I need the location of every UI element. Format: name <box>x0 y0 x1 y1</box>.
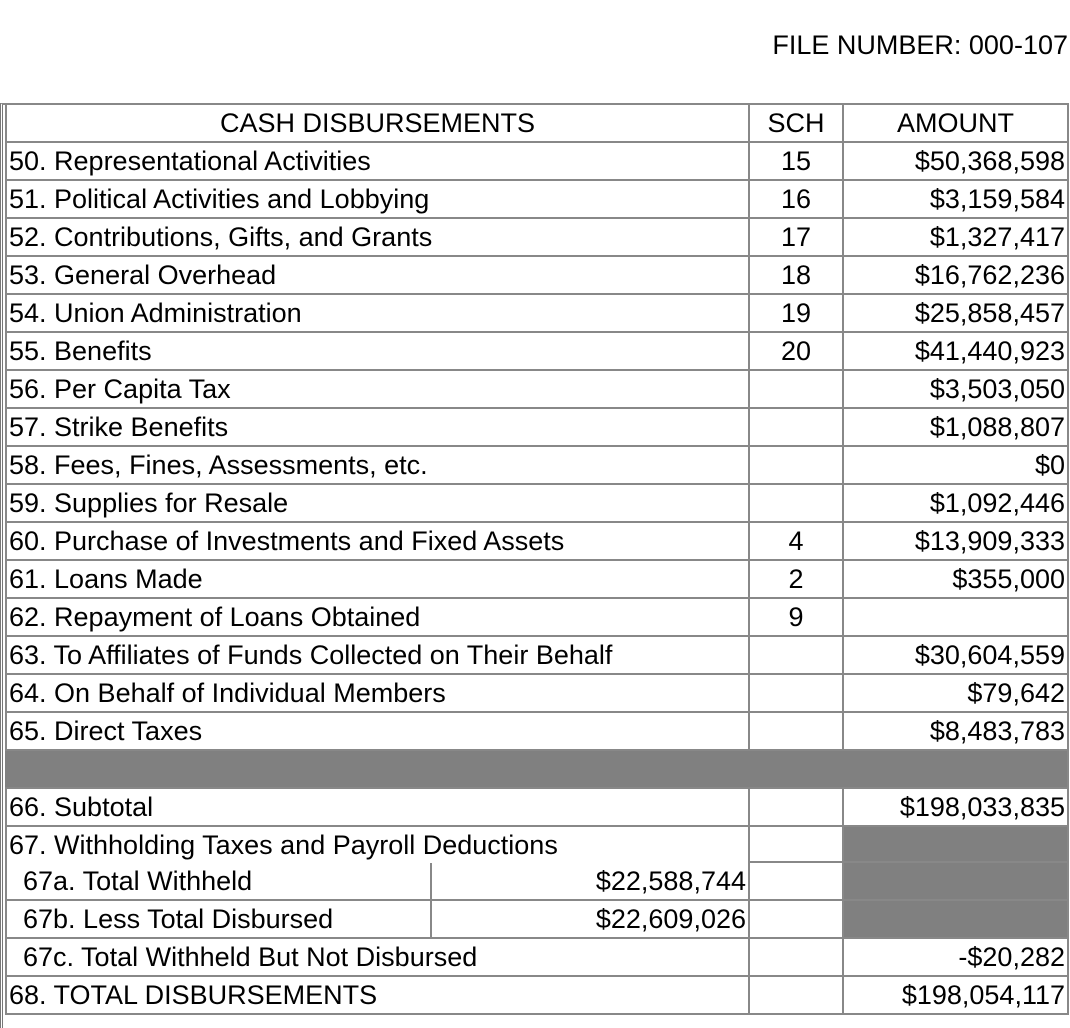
row-sch: 17 <box>750 219 844 257</box>
total-withheld-row <box>5 863 1069 901</box>
row-amount: $1,088,807 <box>844 409 1069 447</box>
row-sch <box>750 485 844 523</box>
separator-bar <box>5 751 1069 789</box>
row-amount: $0 <box>844 447 1069 485</box>
withholding-amount-shaded <box>844 827 1069 863</box>
row-label: 61. Loans Made <box>5 561 750 599</box>
table-row <box>5 523 1069 561</box>
row-label: 50. Representational Activities <box>5 143 750 181</box>
row-sch <box>750 409 844 447</box>
table-row <box>5 561 1069 599</box>
row-label: 54. Union Administration <box>5 295 750 333</box>
row-amount: $1,327,417 <box>844 219 1069 257</box>
cash-disbursements-table <box>5 105 1069 1015</box>
file-number: FILE NUMBER: 000-107 <box>772 30 1068 60</box>
table-row <box>5 447 1069 485</box>
row-label: 57. Strike Benefits <box>5 409 750 447</box>
withholding-row <box>5 827 1069 863</box>
row-label: 65. Direct Taxes <box>5 713 750 751</box>
total-label: 68. TOTAL DISBURSEMENTS <box>5 977 750 1015</box>
table-row <box>5 637 1069 675</box>
less-disbursed-sch <box>750 901 844 939</box>
row-sch: 2 <box>750 561 844 599</box>
row-amount: $3,159,584 <box>844 181 1069 219</box>
subtotal-sch <box>750 789 844 827</box>
row-amount: $3,503,050 <box>844 371 1069 409</box>
row-sch <box>750 447 844 485</box>
table-row <box>5 599 1069 637</box>
row-amount: $1,092,446 <box>844 485 1069 523</box>
less-disbursed-value: $22,609,026 <box>432 901 750 939</box>
row-sch: 19 <box>750 295 844 333</box>
not-disbursed-amount: -$20,282 <box>844 939 1069 977</box>
column-header-description: CASH DISBURSEMENTS <box>5 105 750 143</box>
table-row <box>5 181 1069 219</box>
subtotal-label: 66. Subtotal <box>5 789 750 827</box>
total-row <box>5 977 1069 1015</box>
row-amount: $355,000 <box>844 561 1069 599</box>
row-label: 52. Contributions, Gifts, and Grants <box>5 219 750 257</box>
not-disbursed-row <box>5 939 1069 977</box>
row-amount: $25,858,457 <box>844 295 1069 333</box>
withholding-sch <box>750 827 844 863</box>
not-disbursed-label: 67c. Total Withheld But Not Disbursed <box>5 939 750 977</box>
table-header-row <box>5 105 1069 143</box>
less-disbursed-row <box>5 901 1069 939</box>
row-sch: 4 <box>750 523 844 561</box>
row-amount: $30,604,559 <box>844 637 1069 675</box>
row-amount: $16,762,236 <box>844 257 1069 295</box>
row-label: 64. On Behalf of Individual Members <box>5 675 750 713</box>
row-amount: $79,642 <box>844 675 1069 713</box>
row-sch: 16 <box>750 181 844 219</box>
table-row <box>5 295 1069 333</box>
less-disbursed-label: 67b. Less Total Disbursed <box>5 901 432 939</box>
row-label: 62. Repayment of Loans Obtained <box>5 599 750 637</box>
row-amount: $50,368,598 <box>844 143 1069 181</box>
row-label: 63. To Affiliates of Funds Collected on Their Behalf <box>5 637 750 675</box>
row-sch <box>750 713 844 751</box>
table-row <box>5 333 1069 371</box>
table-row <box>5 409 1069 447</box>
total-withheld-label: 67a. Total Withheld <box>5 863 432 901</box>
separator-row <box>5 751 1069 789</box>
total-withheld-sch <box>750 863 844 901</box>
row-amount <box>844 599 1069 637</box>
row-label: 55. Benefits <box>5 333 750 371</box>
withholding-label: 67. Withholding Taxes and Payroll Deductions <box>5 827 750 863</box>
row-sch <box>750 675 844 713</box>
table-row <box>5 485 1069 523</box>
table-row <box>5 143 1069 181</box>
row-label: 53. General Overhead <box>5 257 750 295</box>
total-withheld-amount-shaded <box>844 863 1069 901</box>
total-amount: $198,054,117 <box>844 977 1069 1015</box>
row-sch: 20 <box>750 333 844 371</box>
row-label: 59. Supplies for Resale <box>5 485 750 523</box>
total-sch <box>750 977 844 1015</box>
total-withheld-value: $22,588,744 <box>432 863 750 901</box>
row-label: 56. Per Capita Tax <box>5 371 750 409</box>
row-amount: $8,483,783 <box>844 713 1069 751</box>
table-row <box>5 257 1069 295</box>
not-disbursed-sch <box>750 939 844 977</box>
column-header-sch: SCH <box>750 105 844 143</box>
row-sch: 15 <box>750 143 844 181</box>
subtotal-amount: $198,033,835 <box>844 789 1069 827</box>
row-sch <box>750 371 844 409</box>
table-row <box>5 371 1069 409</box>
column-header-amount: AMOUNT <box>844 105 1069 143</box>
subtotal-row <box>5 789 1069 827</box>
row-sch: 18 <box>750 257 844 295</box>
table-row <box>5 219 1069 257</box>
table-row <box>5 675 1069 713</box>
less-disbursed-amount-shaded <box>844 901 1069 939</box>
row-amount: $41,440,923 <box>844 333 1069 371</box>
row-label: 60. Purchase of Investments and Fixed Assets <box>5 523 750 561</box>
row-sch <box>750 637 844 675</box>
table-row <box>5 713 1069 751</box>
row-sch: 9 <box>750 599 844 637</box>
row-label: 51. Political Activities and Lobbying <box>5 181 750 219</box>
row-label: 58. Fees, Fines, Assessments, etc. <box>5 447 750 485</box>
row-amount: $13,909,333 <box>844 523 1069 561</box>
